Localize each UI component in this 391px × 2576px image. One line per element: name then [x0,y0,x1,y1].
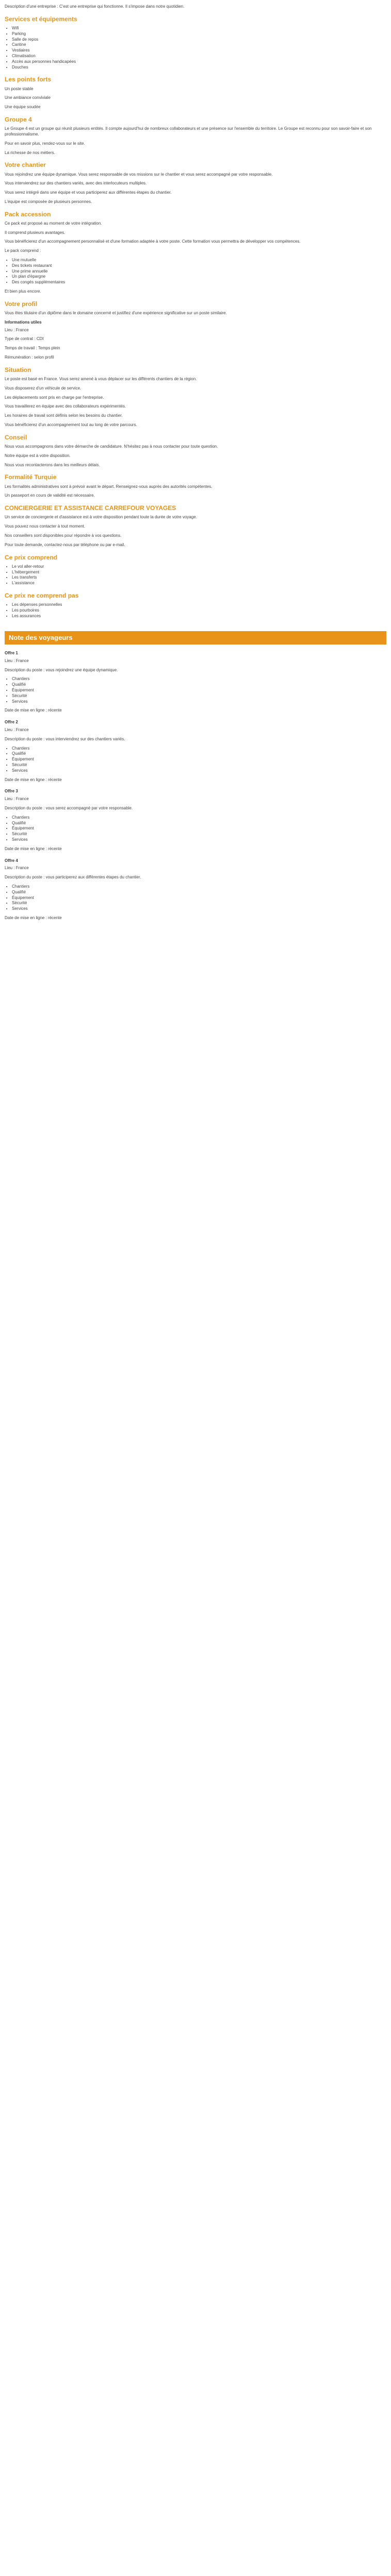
list-item: • Qualifié [12,890,386,895]
list-item: • Sécurité [12,693,386,699]
job-listing[interactable] [5,858,386,921]
paragraph: Informations utiles [5,319,42,325]
job-date: Date de mise en ligne : récente [5,846,62,851]
list-item: • Équipement [12,895,386,901]
list-item: • Accès aux personnes handicapées [12,59,386,65]
comprend-list [5,564,386,586]
job-date: Date de mise en ligne : récente [5,708,62,713]
job-tags [5,815,386,843]
paragraph: Pour toute demande, contactez-nous par téléphone ou par e-mail. [5,542,125,547]
job-location: Lieu : France [5,727,29,732]
job-description: Description du poste : vous interviendrez sur des chantiers variés. [5,736,125,741]
job-location: Lieu : France [5,866,29,871]
paragraph: Les horaires de travail sont définis selon les besoins du chantier. [5,413,123,418]
groupe-more: Pour en savoir plus, rendez-vous sur le site. [5,141,85,146]
conciergerie-heading: CONCIERGERIE ET ASSISTANCE CARREFOUR VOYAGES [5,504,176,512]
paragraph: Vous disposerez d'un véhicule de service. [5,385,82,391]
paragraph: Vous pouvez nous contacter à tout moment. [5,524,86,529]
list-item: • Qualifié [12,821,386,826]
paragraph: Vous bénéficierez d'un accompagnement personnalisé et d'une formation adaptée à votre poste. Cette formation vous permettra de développer vos compétences. [5,239,301,244]
votre-chantier-heading: Votre chantier [5,161,46,169]
job-description: Description du poste : vous rejoindrez une équipe dynamique. [5,667,118,672]
groupe-closing: La richesse de nos métiers. [5,150,55,155]
paragraph: Nous vous recontacterons dans les meilleurs délais. [5,462,100,467]
paragraph: Vous serez intégré dans une équipe et vous participerez aux différentes étapes du chantier. [5,190,172,195]
intro-text: Description d'une entreprise : C'est une entreprise qui fonctionne. Il s'impose dans notre quotidien. [5,4,185,9]
list-item: • Chantiers [12,884,386,890]
paragraph: Vous êtes titulaire d'un diplôme dans le domaine concerné et justifiez d'une expérience significative sur un poste similaire. [5,311,227,316]
list-item: • Chantiers [12,676,386,682]
list-item: • Vestiaires [12,48,386,54]
job-listing[interactable] [5,651,386,714]
pack-list [5,258,386,285]
paragraph: Le poste est basé en France. Vous serez amené à vous déplacer sur les différents chantiers de la région. [5,377,197,381]
job-title[interactable]: Offre 4 [5,858,18,863]
list-item: • Chantiers [12,746,386,752]
paragraph: Type de contrat : CDI [5,336,44,342]
job-date: Date de mise en ligne : récente [5,777,62,782]
job-description: Description du poste : vous participerez aux différentes étapes du chantier. [5,875,141,880]
offres-section-bar: Note des voyageurs [5,631,386,645]
job-listing[interactable] [5,789,386,852]
points-forts-line: Une ambiance conviviale [5,95,51,100]
list-item: • Un plan d'épargne [12,274,386,280]
paragraph: Vous bénéficierez d'un accompagnement tout au long de votre parcours. [5,422,137,427]
paragraph: Les formalités administratives sont à prévoir avant le départ. Renseignez-vous auprès des autorités compétentes. [5,484,213,489]
services-list [5,26,386,70]
list-item: • Parking [12,31,386,37]
paragraph: Rémunération : selon profil [5,355,54,360]
list-item: • Les dépenses personnelles [12,602,386,608]
ne-comprend-list [5,602,386,619]
paragraph: L'équipe est composée de plusieurs personnes. [5,199,92,204]
list-item: • Chantiers [12,815,386,821]
list-item: • Sécurité [12,832,386,837]
job-title[interactable]: Offre 1 [5,651,18,656]
paragraph: Et bien plus encore. [5,289,41,294]
formalite-heading: Formalité Turquie [5,473,57,481]
paragraph: Vous interviendrez sur des chantiers variés, avec des interlocuteurs multiples. [5,181,147,186]
paragraph: Ce pack est proposé au moment de votre intégration. [5,221,102,226]
points-forts-heading: Les points forts [5,76,52,83]
list-item: • Services [12,768,386,774]
job-title[interactable]: Offre 3 [5,789,18,794]
job-tags [5,746,386,774]
paragraph: Notre équipe est à votre disposition. [5,453,71,458]
list-item: • Les assurances [12,614,386,619]
list-item: • Sécurité [12,901,386,906]
list-item: • L'assistance [12,581,386,586]
paragraph: Il comprend plusieurs avantages. [5,230,66,235]
job-title[interactable]: Offre 2 [5,720,18,725]
list-item: • Les transferts [12,575,386,581]
list-item: • Des tickets restaurant [12,263,386,269]
conseil-heading: Conseil [5,433,27,441]
paragraph: Temps de travail : Temps plein [5,346,60,351]
job-description: Description du poste : vous serez accompagné par votre responsable. [5,805,133,810]
list-item: • L'hébergement [12,570,386,575]
list-item: • Une mutuelle [12,258,386,263]
list-item: • Climatisation [12,54,386,59]
paragraph: Vous rejoindrez une équipe dynamique. Vous serez responsable de vos missions sur le chantier et vous serez accompagné par votre responsable. [5,172,273,177]
list-item: • Des congés supplémentaires [12,280,386,285]
list-item: • Sécurité [12,762,386,768]
ne-comprend-pas-heading: Ce prix ne comprend pas [5,591,79,599]
list-item: • Qualifié [12,751,386,757]
list-item: • Équipement [12,757,386,762]
groupe-heading: Groupe 4 [5,115,32,123]
list-item: • Services [12,837,386,843]
paragraph: Lieu : France [5,327,29,332]
list-item: • Une prime annuelle [12,269,386,275]
situation-heading: Situation [5,366,31,374]
job-tags [5,676,386,704]
job-tags [5,884,386,912]
points-forts-line: Un poste stable [5,86,34,91]
list-item: • Salle de repos [12,37,386,43]
job-location: Lieu : France [5,796,29,802]
list-item: • Équipement [12,826,386,832]
pack-heading: Pack accession [5,210,51,218]
paragraph: Nos conseillers sont disponibles pour répondre à vos questions. [5,533,122,538]
list-item: • Qualifié [12,682,386,688]
list-item: • Cantine [12,42,386,48]
ce-prix-comprend-heading: Ce prix comprend [5,553,58,561]
page [5,0,386,921]
list-item: • Le vol aller-retour [12,564,386,570]
list-item: • Équipement [12,688,386,693]
paragraph: Un service de conciergerie et d'assistance est à votre disposition pendant toute la durée de votre voyage. [5,515,197,520]
services-heading: Services et équipements [5,15,77,23]
list-item: • Wifi [12,26,386,31]
paragraph: Nous vous accompagnons dans votre démarche de candidature. N'hésitez pas à nous contacter pour toute question. [5,444,218,449]
groupe-text: Le Groupe 4 est un groupe qui réunit plusieurs entités. Il compte aujourd'hui de nombreux collaborateurs et une présence sur l'ensemble du territoire. Le Groupe est reconnu pour son savoir-faire et son professionnalisme. [5,126,372,137]
job-date: Date de mise en ligne : récente [5,915,62,920]
list-item: • Services [12,699,386,705]
job-listing[interactable] [5,720,386,783]
points-forts-line: Une équipe soudée [5,105,41,110]
list-item: • Services [12,906,386,912]
paragraph: Le pack comprend : [5,248,41,253]
paragraph: Les déplacements sont pris en charge par l'entreprise. [5,395,104,400]
job-location: Lieu : France [5,658,29,663]
paragraph: Un passeport en cours de validité est nécessaire. [5,493,95,498]
list-item: • Douches [12,65,386,71]
votre-profil-heading: Votre profil [5,300,38,308]
list-item: • Les pourboires [12,608,386,614]
paragraph: Vous travaillerez en équipe avec des collaborateurs expérimentés. [5,404,126,409]
